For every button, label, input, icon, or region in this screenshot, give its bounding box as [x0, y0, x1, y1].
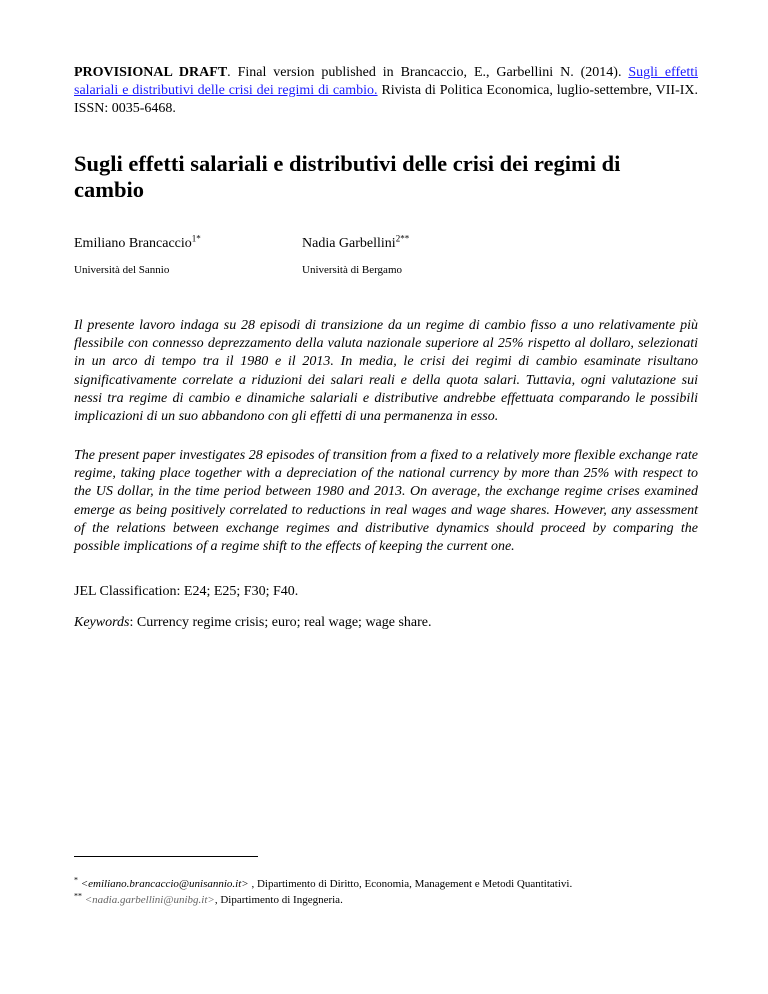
author-2-affiliation: Università di Bergamo — [302, 264, 402, 276]
notice-text-continued: Rivista di Politica Economica, luglio-settembre, VII-IX. ISSN: 0035-6468. — [74, 83, 699, 116]
article-link[interactable]: Sugli effetti salariali e distributivi delle crisi dei regimi di cambio. — [74, 65, 699, 98]
footnote-email: <nadia.garbellini@unibg.it> — [84, 894, 215, 906]
author-footnote-mark: 2** — [395, 233, 410, 244]
author-1-affiliation: Università del Sannio — [74, 264, 170, 276]
keywords-list: : Currency regime crisis; euro; real wage; wage share. — [129, 615, 432, 630]
footnote-mark: ** — [74, 891, 82, 901]
author-name: Emiliano Brancaccio — [74, 236, 192, 251]
footnote-text: , Dipartimento di Ingegneria. — [214, 894, 343, 906]
author-footnote-mark: 1* — [191, 233, 201, 244]
abstract-english: The present paper investigates 28 episodes of transition from a fixed to a relatively more flexible exchange rate regime, taking place together with a depreciation of the national currency by more than 25% with respect to the US dollar, in the time period between 1980 and 2013. On average, the exchange regime crises examined emerge as being positively correlated to reductions in real wages and wage shares. However, any assessment of the relations between exchange regimes and distributive dynamics should proceed by comparing the possible implications of a regime shift to the effects of keeping the current one. — [74, 448, 698, 555]
footnote-1 — [74, 877, 572, 891]
footnote-email: <emiliano.brancaccio@unisannio.it> — [80, 878, 249, 890]
abstract-italian: Il presente lavoro indaga su 28 episodi di transizione da un regime di cambio fisso a uno relativamente più flessibile con connesso deprezzamento della valuta nazionale superiore al 25% rispetto al dollaro, selezionati in un arco di tempo tra il 1980 e il 2013. In media, le crisi dei regimi di cambio esaminate risultano significativamente correlate a riduzioni dei salari reali e della quota salari. Tuttavia, ogni valutazione sui nessi tra regime di cambio e dinamiche salariali e distributive andrebbe effettuata comparando le possibili implicazioni di un suo abbandono con gli effetti di una permanenza in esso. — [74, 318, 698, 425]
publication-notice — [74, 64, 698, 118]
jel-classification: JEL Classification: E24; E25; F30; F40. — [74, 584, 299, 599]
keywords-label: Keywords — [74, 615, 130, 630]
footnote-text: , Dipartimento di Diritto, Economia, Management e Metodi Quantitativi. — [248, 878, 573, 890]
author-1 — [74, 233, 201, 252]
footnote-divider — [74, 856, 258, 857]
keywords — [74, 614, 698, 632]
notice-text: . Final version published in Brancaccio, E., Garbellini N. (2014). — [227, 65, 629, 80]
footnote-2 — [74, 893, 343, 907]
provisional-draft-label: PROVISIONAL DRAFT — [74, 65, 228, 80]
paper-title: Sugli effetti salariali e distributivi delle crisi dei regimi di cambio — [74, 151, 621, 202]
author-name: Nadia Garbellini — [302, 236, 396, 251]
author-2 — [302, 233, 410, 252]
footnote-mark: * — [74, 875, 78, 885]
